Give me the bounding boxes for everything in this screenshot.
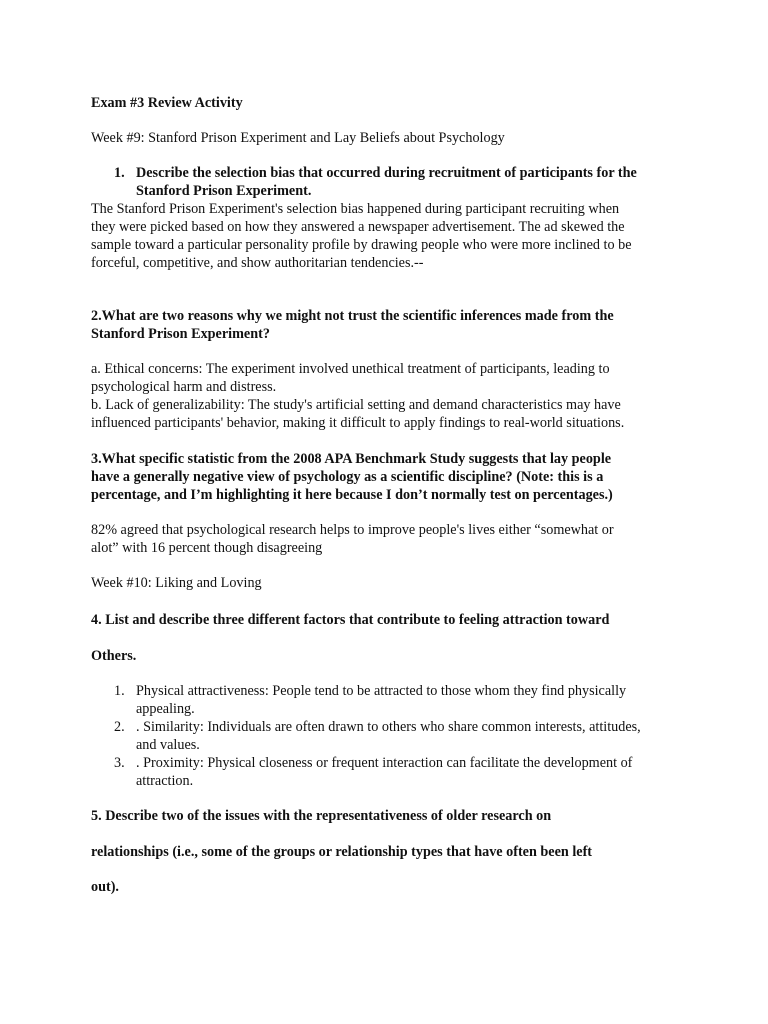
week9-heading: Week #9: Stanford Prison Experiment and Lay Beliefs about Psychology: [91, 130, 505, 146]
q1-answer-line: they were picked based on how they answered a newspaper advertisement. The ad skewed the: [91, 219, 625, 235]
q4-item-line: appealing.: [136, 701, 195, 717]
q1-question-line: Describe the selection bias that occurred during recruitment of participants for the: [136, 165, 637, 181]
q4-item-line: . Proximity: Physical closeness or frequent interaction can facilitate the development of: [136, 755, 633, 771]
q4-item-number: 1.: [114, 683, 125, 699]
q4-question-line: 4. List and describe three different factors that contribute to feeling attraction toward: [91, 612, 610, 628]
q2-answer-line: a. Ethical concerns: The experiment involved unethical treatment of participants, leading to: [91, 361, 610, 377]
q2-question-line: Stanford Prison Experiment?: [91, 326, 270, 342]
q5-question-line: relationships (i.e., some of the groups or relationship types that have often been left: [91, 844, 593, 860]
q3-answer-line: alot” with 16 percent though disagreeing: [91, 540, 323, 556]
document-title: Exam #3 Review Activity: [91, 95, 243, 111]
q2-answer-line: influenced participants' behavior, making it difficult to apply findings to real-world situations.: [91, 415, 625, 431]
q3-question-line: percentage, and I’m highlighting it here because I don’t normally test on percentages.): [91, 487, 613, 503]
q4-item-number: 3.: [114, 755, 125, 771]
q2-answer-line: b. Lack of generalizability: The study's artificial setting and demand characteristics may have: [91, 397, 621, 413]
q4-item-line: . Similarity: Individuals are often drawn to others who share common interests, attitudes,: [136, 719, 641, 735]
q4-item-line: and values.: [136, 737, 200, 753]
q1-answer-line: sample toward a particular personality profile by drawing people who were more inclined to be: [91, 237, 632, 253]
q3-answer-line: 82% agreed that psychological research helps to improve people's lives either “somewhat or: [91, 522, 614, 538]
q2-answer-line: psychological harm and distress.: [91, 379, 277, 395]
q3-question-line: have a generally negative view of psychology as a scientific discipline? (Note: this is a: [91, 469, 604, 485]
q4-item-line: attraction.: [136, 773, 194, 789]
week10-heading: Week #10: Liking and Loving: [91, 575, 262, 591]
q3-question-line: 3.What specific statistic from the 2008 APA Benchmark Study suggests that lay people: [91, 451, 612, 467]
q5-question-line: out).: [91, 879, 119, 895]
q1-answer-line: The Stanford Prison Experiment's selection bias happened during participant recruiting when: [91, 201, 620, 217]
q1-number: 1.: [114, 165, 125, 181]
q4-question-line: Others.: [91, 648, 137, 664]
q1-question-line: Stanford Prison Experiment.: [136, 183, 312, 199]
q2-question-line: 2.What are two reasons why we might not trust the scientific inferences made from the: [91, 308, 614, 324]
q1-answer-line: forceful, competitive, and show authoritarian tendencies.--: [91, 255, 424, 271]
q5-question-line: 5. Describe two of the issues with the representativeness of older research on: [91, 808, 552, 824]
q4-item-number: 2.: [114, 719, 125, 735]
q4-item-line: Physical attractiveness: People tend to be attracted to those whom they find physically: [136, 683, 627, 699]
